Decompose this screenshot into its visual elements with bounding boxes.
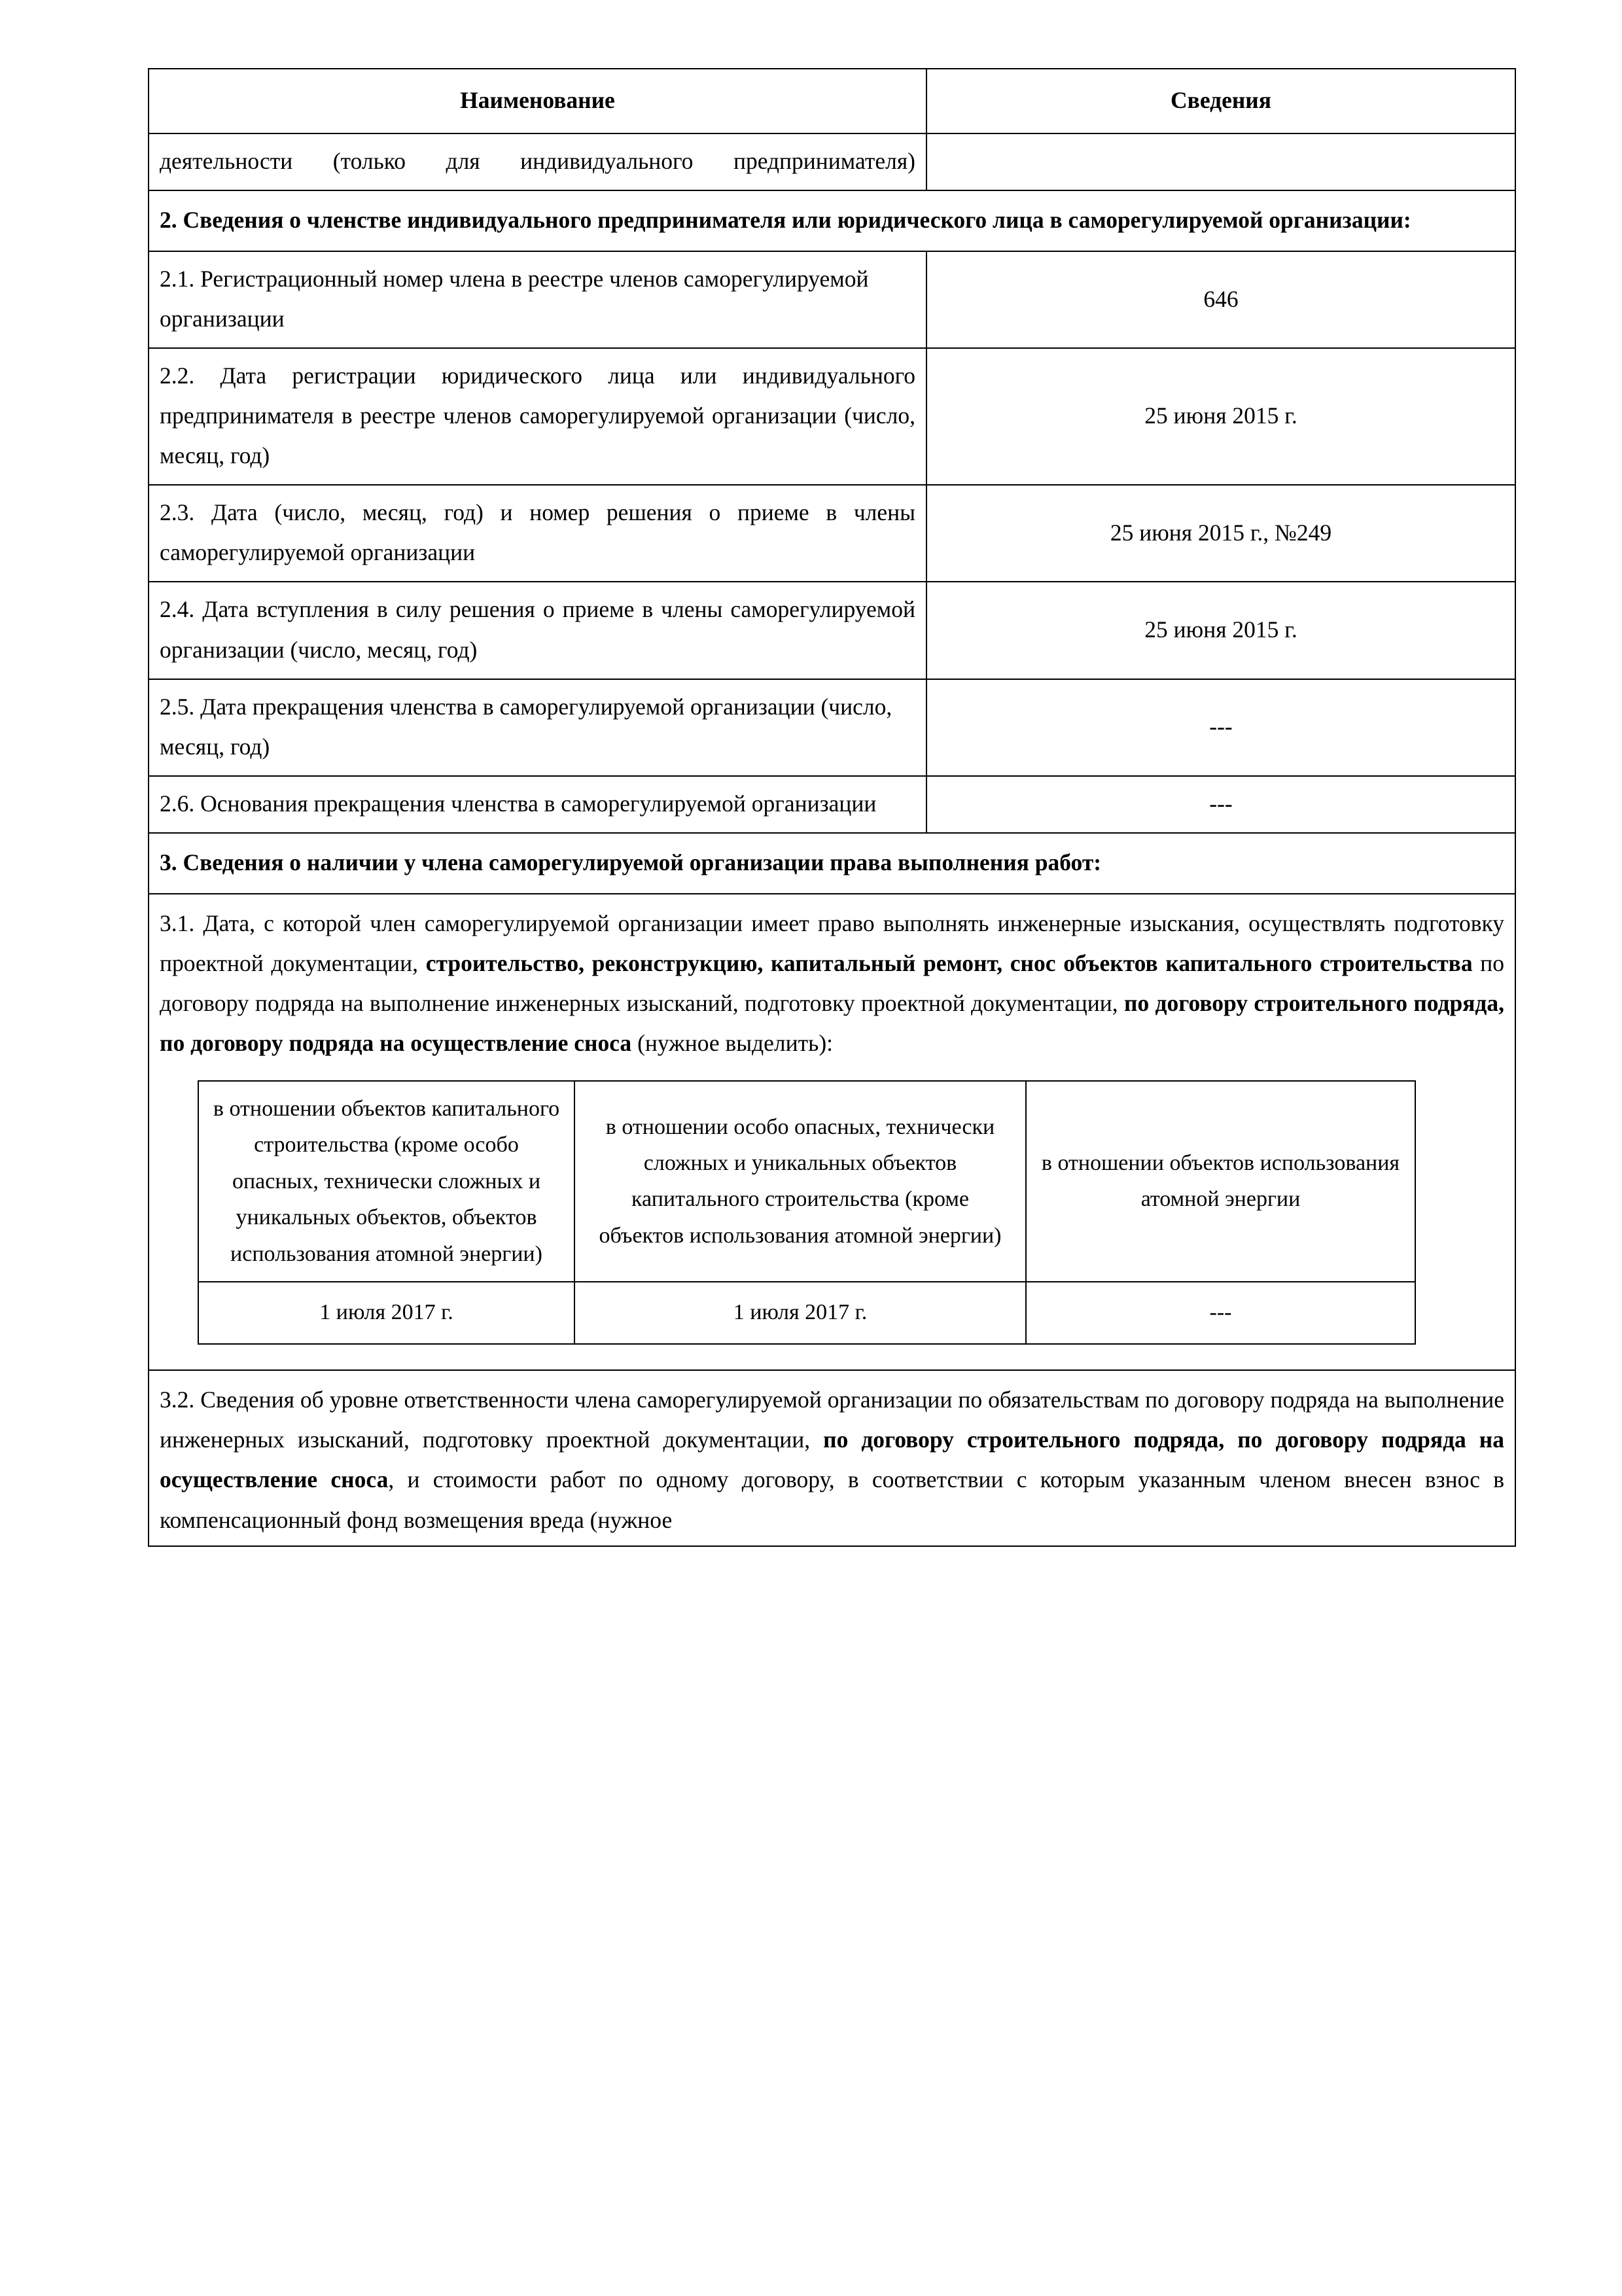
clause-3-1-part3: (нужное выделить): [631, 1029, 834, 1056]
nested-header-atomic-energy-objects: в отношении объектов использования атомной энергии [1026, 1081, 1415, 1282]
row-label: 2.4. Дата вступления в силу решения о приеме в члены саморегулируемой организации (число, месяц, год) [149, 582, 926, 679]
table-row [149, 776, 1515, 833]
nested-value-row [198, 1282, 1415, 1344]
section-heading-row-3 [149, 833, 1515, 894]
registry-information-table [148, 68, 1516, 1547]
row-label: 2.3. Дата (число, месяц, год) и номер решения о приеме в члены саморегулируемой организации [149, 485, 926, 582]
nested-header-hazardous-objects: в отношении особо опасных, технически сложных и уникальных объектов капитального строительства (кроме объектов использования атомной энергии) [574, 1081, 1026, 1282]
row-value: 25 июня 2015 г. [926, 348, 1515, 485]
table-row [149, 485, 1515, 582]
column-header-info: Сведения [926, 69, 1515, 133]
clause-3-2-text [160, 1380, 1504, 1540]
row-value [926, 133, 1515, 190]
row-value: --- [926, 679, 1515, 776]
table-row [149, 133, 1515, 190]
clause-3-2-part2: , и стоимости работ по одному договору, в соответствии с которым указанным членом внесен взнос в компенсационный фонд возмещения вреда (нужное [160, 1466, 1504, 1533]
clause-3-1-row [149, 894, 1515, 1371]
table-row [149, 679, 1515, 776]
clause-3-2-bold1: по договору строительного подряда, по договору подряда на осуществление сноса [160, 1426, 1504, 1493]
clause-3-1-text [160, 904, 1504, 1063]
row-label: деятельности (только для индивидуального предпринимателя) [149, 133, 926, 190]
row-label: 2.2. Дата регистрации юридического лица или индивидуального предпринимателя в реестре членов саморегулируемой организации (число, месяц, год) [149, 348, 926, 485]
table-row [149, 582, 1515, 679]
clause-3-2-row [149, 1370, 1515, 1545]
clause-3-1-bold2: по договору строительного подряда, по договору подряда на осуществление сноса [160, 989, 1504, 1056]
row-value: 25 июня 2015 г. [926, 582, 1515, 679]
work-rights-nested-table [198, 1080, 1416, 1345]
row-label: 2.6. Основания прекращения членства в саморегулируемой организации [149, 776, 926, 833]
section-heading-2: 2. Сведения о членстве индивидуального предпринимателя или юридического лица в саморегулируемой организации: [149, 190, 1515, 251]
section-heading-row-2 [149, 190, 1515, 251]
row-value: 25 июня 2015 г., №249 [926, 485, 1515, 582]
clause-3-1-bold1: строительство, реконструкцию, капитальный ремонт, снос объектов капитального строительства [425, 949, 1473, 976]
nested-value-hazardous-objects: 1 июля 2017 г. [574, 1282, 1026, 1344]
section-heading-3: 3. Сведения о наличии у члена саморегулируемой организации права выполнения работ: [149, 833, 1515, 894]
clause-3-1-part1: 3.1. Дата, с которой член саморегулируемой организации имеет право выполнять инженерные изыскания, осуществлять подготовку проектной документации, [160, 910, 1504, 976]
nested-header-row [198, 1081, 1415, 1282]
table-header-row [149, 69, 1515, 133]
row-value: 646 [926, 251, 1515, 348]
row-value: --- [926, 776, 1515, 833]
clause-3-1-cell [149, 894, 1515, 1371]
clause-3-2-cell [149, 1370, 1515, 1545]
nested-header-ordinary-objects: в отношении объектов капитального строительства (кроме особо опасных, технически сложных и уникальных объектов, объектов использования атомной энергии) [198, 1081, 574, 1282]
table-row [149, 251, 1515, 348]
table-row [149, 348, 1515, 485]
clause-3-1-part2: по договору подряда на выполнение инженерных изысканий, подготовку проектной документации, [160, 949, 1505, 1016]
row-label: 2.5. Дата прекращения членства в саморегулируемой организации (число, месяц, год) [149, 679, 926, 776]
nested-value-atomic-energy-objects: --- [1026, 1282, 1415, 1344]
column-header-name: Наименование [149, 69, 926, 133]
clause-3-2-part1: 3.2. Сведения об уровне ответственности члена саморегулируемой организации по обязательствам по договору подряда на выполнение инженерных изысканий, подготовку проектной документации, [160, 1386, 1504, 1453]
nested-value-ordinary-objects: 1 июля 2017 г. [198, 1282, 574, 1344]
row-label: 2.1. Регистрационный номер члена в реестре членов саморегулируемой организации [149, 251, 926, 348]
